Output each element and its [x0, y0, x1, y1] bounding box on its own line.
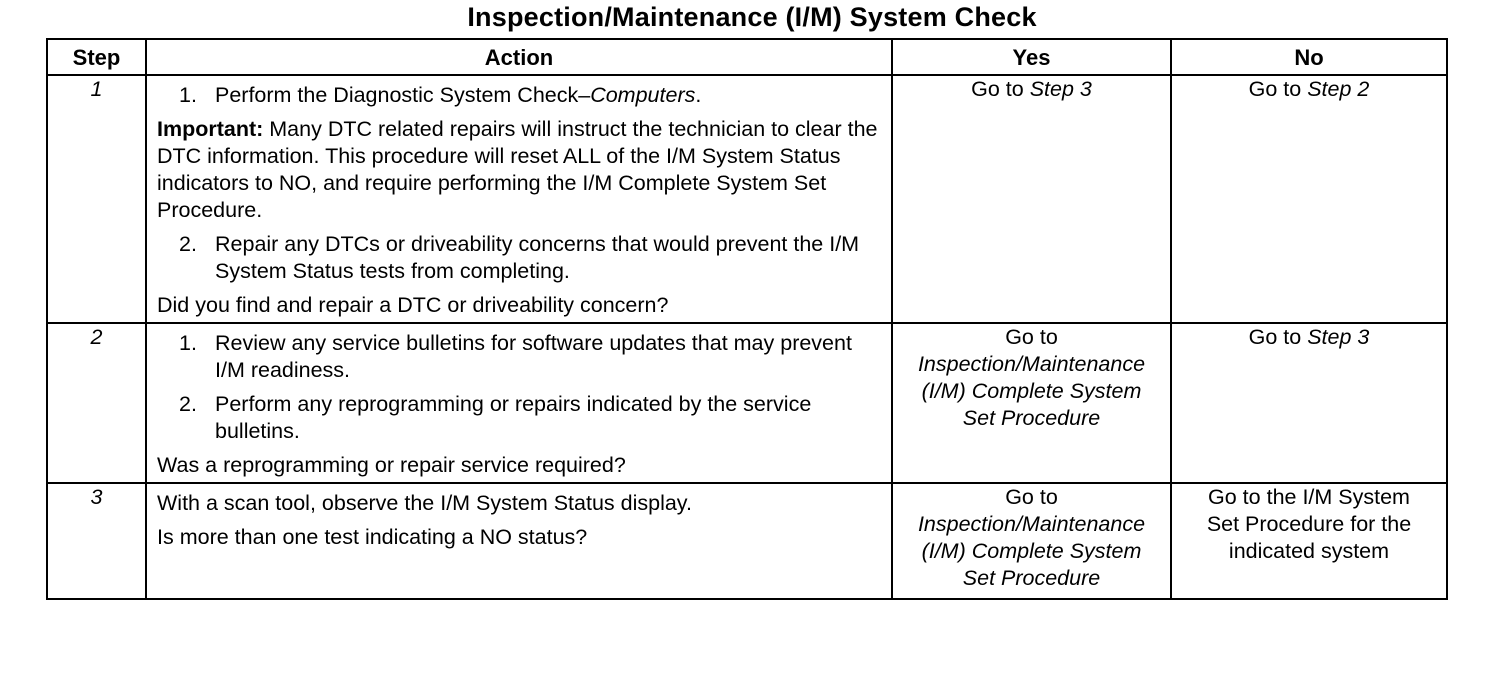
- procedure-link[interactable]: Set Procedure: [962, 566, 1101, 590]
- page-title: Inspection/Maintenance (I/M) System Check: [467, 2, 1037, 32]
- system-check-table: [46, 38, 1448, 600]
- action-cell: [146, 323, 892, 483]
- procedure-link[interactable]: (I/M) Complete System: [921, 539, 1142, 563]
- action-cell: [146, 483, 892, 599]
- numbered-item: [179, 231, 881, 285]
- important-note: [157, 116, 881, 224]
- numbered-item: [179, 330, 881, 384]
- step-link[interactable]: Step 3: [1029, 77, 1092, 101]
- action-text: With a scan tool, observe the I/M System Status display.: [157, 491, 692, 515]
- yes-cell: Go to Step 3: [892, 75, 1171, 323]
- header-yes: Yes: [892, 39, 1171, 75]
- step-number: 1: [47, 75, 146, 323]
- item-text: Perform any reprogramming or repairs indicated by the service bulletins.: [215, 392, 812, 443]
- procedure-link[interactable]: Set Procedure: [962, 406, 1101, 430]
- item-text: Repair any DTCs or driveability concerns that would prevent the I/M System Status tests from completing.: [215, 232, 860, 283]
- table-row: [47, 483, 1447, 599]
- numbered-item: [179, 391, 881, 445]
- item-text: Perform the Diagnostic System Check–Computers.: [215, 83, 702, 107]
- step-number: 2: [47, 323, 146, 483]
- table-row: [47, 75, 1447, 323]
- no-cell: Go to Step 2: [1171, 75, 1447, 323]
- numbered-item: [179, 82, 881, 109]
- no-cell: Go to Step 3: [1171, 323, 1447, 483]
- item-number: 1.: [179, 83, 197, 107]
- procedure-link[interactable]: (I/M) Complete System: [921, 379, 1142, 403]
- yes-cell: Go to Inspection/Maintenance (I/M) Complete System Set Procedure: [892, 323, 1171, 483]
- item-text: Review any service bulletins for software updates that may prevent I/M readiness.: [215, 331, 852, 382]
- step-question: Was a reprogramming or repair service required?: [157, 453, 626, 477]
- step-number: 3: [47, 483, 146, 599]
- step-question: Did you find and repair a DTC or driveability concern?: [157, 293, 669, 317]
- important-text: Many DTC related repairs will instruct the technician to clear the DTC information. This procedure will reset ALL of the I/M System Status indicators to NO, and require performing the I/M Complete System Set Procedure.: [157, 117, 878, 222]
- important-label: Important:: [157, 117, 264, 141]
- step-link[interactable]: Step 2: [1307, 77, 1370, 101]
- yes-cell: Go to Inspection/Maintenance (I/M) Complete System Set Procedure: [892, 483, 1171, 599]
- table-row: [47, 323, 1447, 483]
- item-number: 1.: [179, 331, 197, 355]
- procedure-link[interactable]: Inspection/Maintenance: [917, 512, 1146, 536]
- action-cell: [146, 75, 892, 323]
- procedure-link[interactable]: Inspection/Maintenance: [917, 352, 1146, 376]
- computers-link[interactable]: Computers: [590, 83, 696, 107]
- table-header-row: [47, 39, 1447, 75]
- header-step: Step: [47, 39, 146, 75]
- item-number: 2.: [179, 392, 197, 416]
- no-cell: Go to the I/M System Set Procedure for the indicated system: [1171, 483, 1447, 599]
- item-number: 2.: [179, 232, 197, 256]
- header-no: No: [1171, 39, 1447, 75]
- step-link[interactable]: Step 3: [1307, 325, 1370, 349]
- step-question: Is more than one test indicating a NO status?: [157, 525, 588, 549]
- header-action: Action: [146, 39, 892, 75]
